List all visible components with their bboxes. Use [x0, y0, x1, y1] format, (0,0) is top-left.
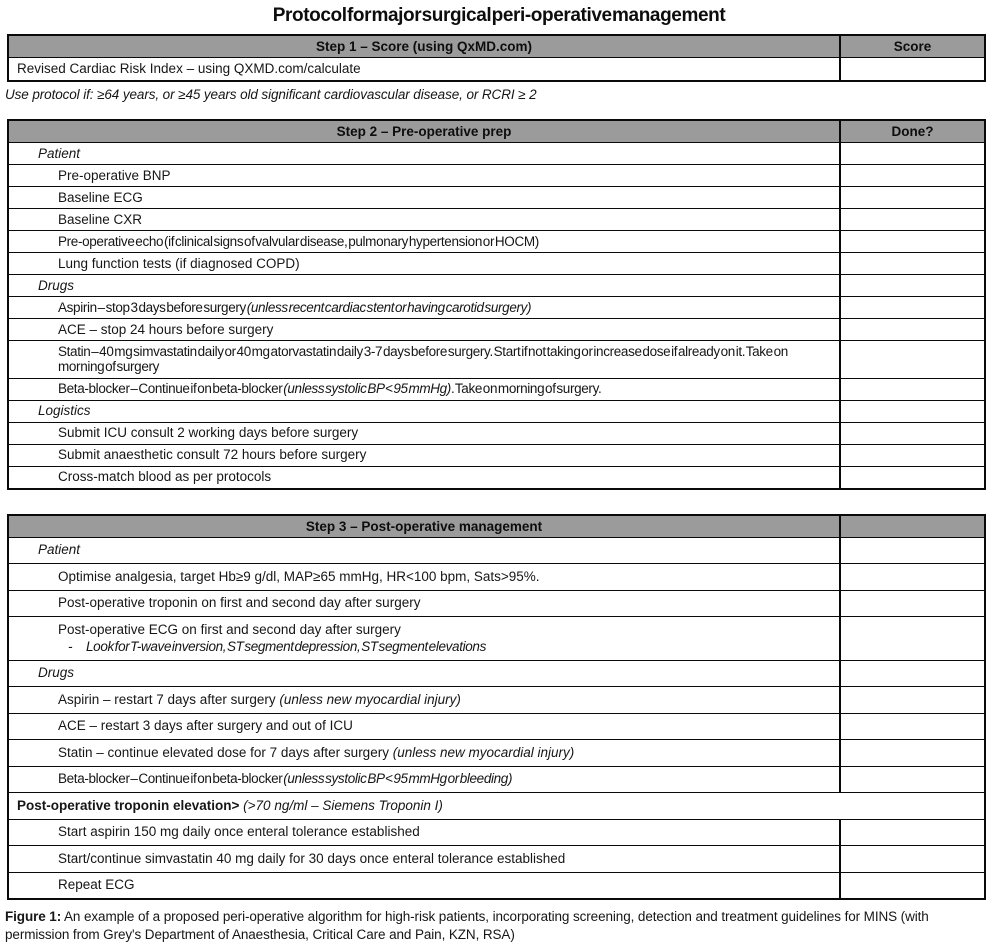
item-suffix: . Take on morning of surgery. [450, 381, 602, 396]
checklist-item: Post-operative troponin on first and second day after surgery [8, 590, 840, 617]
troponin-elevation-row [8, 793, 985, 820]
section-label: Logistics [8, 400, 840, 422]
done-cell [840, 143, 985, 165]
done-cell [840, 537, 985, 564]
done-cell [840, 231, 985, 253]
row-bold-label: Post-operative troponin elevation> [17, 797, 240, 813]
item-text: Post-operative ECG on first and second day after surgery [58, 621, 401, 637]
table-row [8, 713, 985, 740]
step3-header-empty-cell [840, 515, 985, 538]
table-row [8, 378, 985, 400]
done-cell [840, 713, 985, 740]
score-column-header: Score [840, 35, 985, 58]
page-title: Protocol for major surgical peri-operative management [272, 5, 726, 26]
table-row [8, 819, 985, 846]
checklist-item [8, 766, 840, 793]
section-label: Patient [8, 537, 840, 564]
done-cell [840, 766, 985, 793]
checklist-item: Statin – 40 mg simvastatin daily or 40 mg atorvastatin daily 3-7 days before surgery. Start if not taking or increase dose if already on it. Take on morning of surgery [8, 341, 840, 379]
done-cell [840, 687, 985, 714]
table-row [8, 187, 985, 209]
checklist-item: ACE – stop 24 hours before surgery [8, 319, 840, 341]
done-cell [840, 209, 985, 231]
done-cell [840, 187, 985, 209]
checklist-item [8, 617, 840, 661]
checklist-item: Baseline ECG [8, 187, 840, 209]
table-row [8, 297, 985, 319]
checklist-item: Cross-match blood as per protocols [8, 466, 840, 489]
figure-caption [5, 908, 991, 943]
figure-caption-label: Figure 1: [5, 909, 62, 924]
checklist-item: Lung function tests (if diagnosed COPD) [8, 253, 840, 275]
section-label: Patient [8, 143, 840, 165]
table-row [8, 564, 985, 591]
step3-header: Step 3 – Post-operative management [8, 515, 840, 538]
rcri-row-label: Revised Cardiac Risk Index – using QXMD.com/calculate [8, 58, 840, 82]
done-cell [840, 660, 985, 687]
done-cell [840, 400, 985, 422]
checklist-item [8, 740, 840, 767]
table-row [8, 793, 985, 820]
done-cell [840, 319, 985, 341]
row-note: (>70 ng/ml – Siemens Troponin I) [239, 797, 443, 813]
checklist-item: Repeat ECG [8, 872, 840, 899]
done-cell [840, 444, 985, 466]
table-row [8, 253, 985, 275]
done-cell [840, 378, 985, 400]
figure-caption-text: An example of a proposed peri-operative algorithm for high-risk patients, incorporating screening, detection and treatment guidelines for MINS (with permission from Grey's Department of Anaesthesia, Critical Care and Pain, KZN, RSA) [5, 909, 929, 942]
done-cell [840, 165, 985, 187]
table-row [8, 660, 985, 687]
subnote-text: Look for T-wave inversion, ST segment depression, ST segment elevations [86, 638, 486, 654]
item-text: Aspirin – restart 7 days after surgery [58, 691, 280, 707]
step2-header: Step 2 – Pre-operative prep [8, 120, 840, 143]
table-row [8, 444, 985, 466]
checklist-item [8, 378, 840, 400]
item-note: (unless systolic BP < 95 mmHg) [283, 381, 451, 396]
table-row [8, 143, 985, 165]
table-row [8, 165, 985, 187]
item-note: (unless systolic BP < 95 mmHg or bleeding) [283, 771, 513, 786]
checklist-item: ACE – restart 3 days after surgery and out of ICU [8, 713, 840, 740]
table-row [8, 740, 985, 767]
table-row [8, 846, 985, 873]
done-cell [840, 297, 985, 319]
table-row [8, 58, 985, 82]
checklist-item: Start aspirin 150 mg daily once enteral tolerance established [8, 819, 840, 846]
table-row [8, 319, 985, 341]
item-subnote [58, 639, 833, 655]
table-row [8, 231, 985, 253]
done-cell [840, 253, 985, 275]
done-cell [840, 466, 985, 489]
table-row [8, 766, 985, 793]
checklist-item: Baseline CXR [8, 209, 840, 231]
item-note: (unless new myocardial injury) [392, 744, 575, 760]
section-label: Drugs [8, 275, 840, 297]
step3-table [7, 514, 986, 901]
checklist-item: Start/continue simvastatin 40 mg daily for 30 days once enteral tolerance established [8, 846, 840, 873]
item-text: Aspirin – stop 3 days before surgery [58, 299, 247, 315]
done-cell [840, 590, 985, 617]
done-cell [840, 341, 985, 379]
item-text: Statin – continue elevated dose for 7 days after surgery [58, 744, 393, 760]
done-cell [840, 846, 985, 873]
done-column-header: Done? [840, 120, 985, 143]
table-row [8, 275, 985, 297]
done-cell [840, 422, 985, 444]
checklist-item [8, 687, 840, 714]
table-row [8, 341, 985, 379]
done-cell [840, 740, 985, 767]
table-row [8, 590, 985, 617]
step3-header-row [8, 515, 985, 538]
step1-table [7, 34, 986, 82]
checklist-item [8, 297, 840, 319]
table-row [8, 537, 985, 564]
table-row [8, 687, 985, 714]
done-cell [840, 872, 985, 899]
item-text: Beta-blocker – Continue if on beta-blocker [58, 771, 284, 786]
done-cell [840, 617, 985, 661]
done-cell [840, 564, 985, 591]
checklist-item: Pre-operative echo (if clinical signs of valvular disease, pulmonary hypertension or HOCM) [8, 231, 840, 253]
checklist-item: Submit anaesthetic consult 72 hours before surgery [8, 444, 840, 466]
checklist-item: Optimise analgesia, target Hb≥9 g/dl, MAP≥65 mmHg, HR<100 bpm, Sats>95%. [8, 564, 840, 591]
done-cell [840, 819, 985, 846]
score-cell [840, 58, 985, 82]
checklist-item: Pre-operative BNP [8, 165, 840, 187]
step1-header: Step 1 – Score (using QxMD.com) [8, 35, 840, 58]
item-note: (unless recent cardiac stent or having carotid surgery) [246, 299, 532, 315]
step2-header-row [8, 120, 985, 143]
item-text: Beta-blocker – Continue if on beta-blocker [58, 381, 284, 396]
table-row [8, 209, 985, 231]
table-row [8, 617, 985, 661]
step1-header-row [8, 35, 985, 58]
dash-bullet: - [68, 638, 73, 654]
step2-table [7, 119, 986, 490]
item-note: (unless new myocardial injury) [279, 691, 461, 707]
table-row [8, 872, 985, 899]
protocol-use-note: Use protocol if: ≥64 years, or ≥45 years old significant cardiovascular disease, or RCRI ≥ 2 [5, 87, 537, 102]
checklist-item: Submit ICU consult 2 working days before surgery [8, 422, 840, 444]
table-row [8, 400, 985, 422]
done-cell [840, 275, 985, 297]
table-row [8, 422, 985, 444]
section-label: Drugs [8, 660, 840, 687]
table-row [8, 466, 985, 489]
